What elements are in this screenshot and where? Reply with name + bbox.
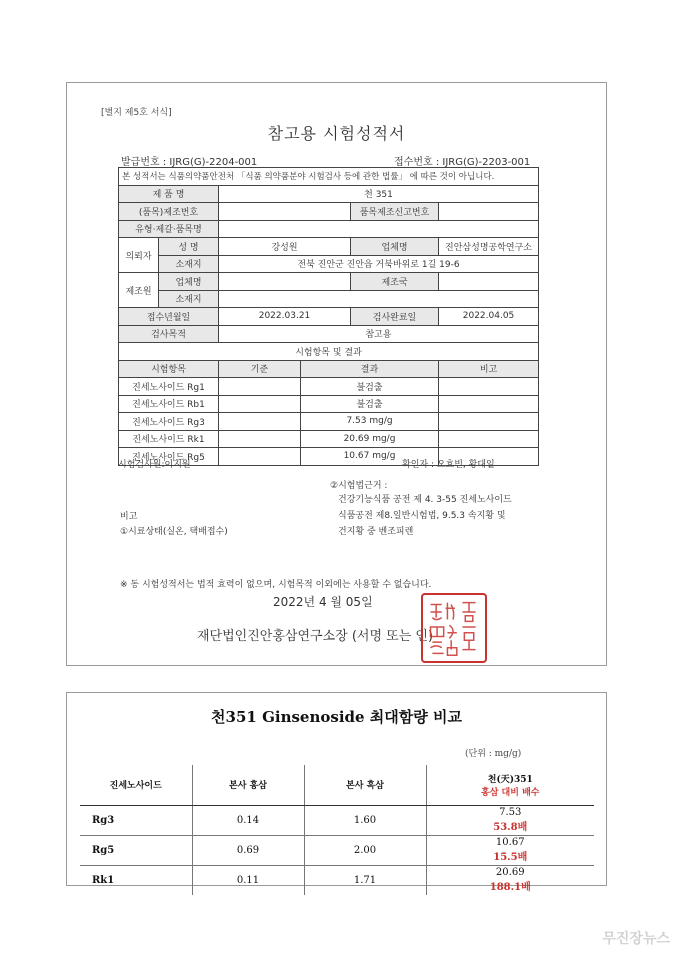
result-standard	[219, 430, 301, 448]
result-item: 진세노사이드 Rg5	[119, 448, 219, 466]
maker-label: 제조원	[119, 273, 159, 308]
header-red-ginseng: 본사 홍삼	[192, 765, 304, 805]
ginsenoside-comparison	[66, 692, 607, 894]
result-value: 불검출	[301, 395, 439, 413]
official-seal-icon	[421, 593, 487, 663]
client-company-value: 진안삼성명공학연구소	[439, 238, 539, 256]
table-row	[80, 805, 594, 835]
receipt-number: 접수번호 : IJRG(G)-2203-001	[394, 157, 531, 168]
result-value: 20.69 mg/g	[301, 430, 439, 448]
ratio-value: 53.8배	[493, 822, 528, 833]
ginsenoside-name: Rg5	[80, 835, 192, 865]
table-row	[80, 865, 594, 895]
result-remark	[439, 378, 539, 396]
col-item: 시험항목	[119, 360, 219, 378]
cheon351-cell	[426, 865, 594, 895]
purpose-label: 검사목적	[119, 325, 219, 343]
received-date-value: 2022.03.21	[219, 308, 351, 326]
method-basis-line: 건강기능식품 공전 제 4. 3-55 진세노사이드	[338, 495, 512, 505]
black-ginseng-value: 2.00	[304, 835, 426, 865]
ratio-value: 188.1배	[489, 882, 531, 894]
remark-label: 비고	[120, 512, 138, 522]
result-standard	[219, 413, 301, 431]
ginsenoside-name: Rg3	[80, 805, 192, 835]
type-label: 유형·제갈·품목명	[119, 220, 219, 238]
cheon351-value: 10.67	[495, 837, 525, 848]
header-cheon351	[426, 765, 594, 805]
result-value: 10.67 mg/g	[301, 448, 439, 466]
approver-names: 확인자 : 오효빈, 황대일	[402, 460, 495, 470]
header-cheon351-name: 천(天)351	[487, 774, 533, 785]
results-header: 시험항목 및 결과	[119, 343, 539, 361]
unit-label: (단위 : mg/g)	[465, 749, 522, 759]
client-name-value: 강성원	[219, 238, 351, 256]
col-standard: 기준	[219, 360, 301, 378]
cheon351-cell	[426, 805, 594, 835]
header-ratio: 홍삼 대비 배수	[481, 787, 540, 798]
table-row	[80, 835, 594, 865]
cheon351-value: 7.53	[499, 807, 522, 818]
result-item: 진세노사이드 Rg3	[119, 413, 219, 431]
product-name-label: 제 품 명	[119, 185, 219, 203]
result-remark	[439, 430, 539, 448]
client-address-label: 소재지	[159, 255, 219, 273]
mfg-number-value	[219, 203, 351, 221]
client-address-value: 전북 진안군 진안읍 거북바위로 1길 19-6	[219, 255, 539, 273]
sample-condition: ①시료상태(실온, 택배접수)	[120, 527, 228, 537]
legal-notice: 본 성적서는 식품의약품안전처 「식품 의약품분야 시험검사 등에 관한 법률」 에 따른 것이 아닙니다.	[119, 168, 539, 186]
client-name-label: 성 명	[159, 238, 219, 256]
black-ginseng-value: 1.60	[304, 805, 426, 835]
result-standard	[219, 378, 301, 396]
certificate-form-table	[118, 167, 539, 466]
result-remark	[439, 413, 539, 431]
maker-company-value	[219, 273, 351, 291]
form-number: [별지 제5호 서식]	[101, 108, 172, 118]
client-company-label: 업체명	[351, 238, 439, 256]
header-ginsenoside: 진세노사이드	[80, 765, 192, 805]
maker-address-label: 소재지	[159, 290, 219, 308]
maker-address-value	[219, 290, 539, 308]
purpose-value: 참고용	[219, 325, 539, 343]
ratio-value: 15.5배	[493, 852, 528, 863]
legal-warning: ※ 동 시험성적서는 법적 효력이 없으며, 시험목적 이외에는 사용할 수 없습니다.	[120, 580, 432, 590]
received-date-label: 접수년월일	[119, 308, 219, 326]
test-certificate	[66, 82, 607, 666]
report-number-label: 품목제조신고번호	[351, 203, 439, 221]
col-remark: 비고	[439, 360, 539, 378]
method-basis-label: ②시험법근거 :	[330, 481, 388, 491]
result-row	[119, 395, 539, 413]
maker-company-label: 업체명	[159, 273, 219, 291]
completed-date-label: 검사완료일	[351, 308, 439, 326]
cheon351-cell	[426, 835, 594, 865]
cheon351-value: 20.69	[495, 867, 525, 879]
ginsenoside-name: Rk1	[92, 874, 115, 886]
result-remark	[439, 395, 539, 413]
result-value: 7.53 mg/g	[301, 413, 439, 431]
col-result: 결과	[301, 360, 439, 378]
issue-date: 2022년 4 월 05일	[273, 595, 373, 609]
result-row	[119, 430, 539, 448]
method-basis-line: 식품공전 제8.일반시험법, 9.5.3 속지황 및	[338, 511, 506, 521]
client-label: 의뢰자	[119, 238, 159, 273]
news-watermark: 무진장뉴스	[602, 931, 670, 947]
mfg-number-label: (품목)제조번호	[119, 203, 219, 221]
product-name-value: 천 351	[219, 185, 539, 203]
red-ginseng-value: 0.69	[192, 835, 304, 865]
red-ginseng-value: 0.14	[192, 805, 304, 835]
method-basis-line: 건지황 중 벤조피렌	[338, 527, 414, 537]
result-standard	[219, 395, 301, 413]
result-item: 진세노사이드 Rk1	[119, 430, 219, 448]
maker-country-value	[439, 273, 539, 291]
issue-number: 발급번호 : IJRG(G)-2204-001	[121, 157, 258, 168]
result-row	[119, 378, 539, 396]
header-black-ginseng: 본사 흑삼	[304, 765, 426, 805]
tester-name: 시험검사원:이지원	[118, 460, 191, 470]
black-ginseng-value: 1.71	[304, 865, 426, 895]
report-number-value	[439, 203, 539, 221]
comparison-table	[80, 765, 594, 895]
result-item: 진세노사이드 Rg1	[119, 378, 219, 396]
result-standard	[219, 448, 301, 466]
result-item: 진세노사이드 Rb1	[119, 395, 219, 413]
institute-signature: 재단법인진안홍삼연구소장 (서명 또는 인)	[197, 629, 434, 644]
certificate-title: 참고용 시험성적서	[267, 124, 406, 143]
red-ginseng-value: 0.11	[192, 865, 304, 895]
type-value	[219, 220, 539, 238]
comparison-title: 천351 Ginsenoside 최대함량 비교	[211, 708, 462, 726]
result-value: 불검출	[301, 378, 439, 396]
maker-country-label: 제조국	[351, 273, 439, 291]
result-row	[119, 413, 539, 431]
completed-date-value: 2022.04.05	[439, 308, 539, 326]
